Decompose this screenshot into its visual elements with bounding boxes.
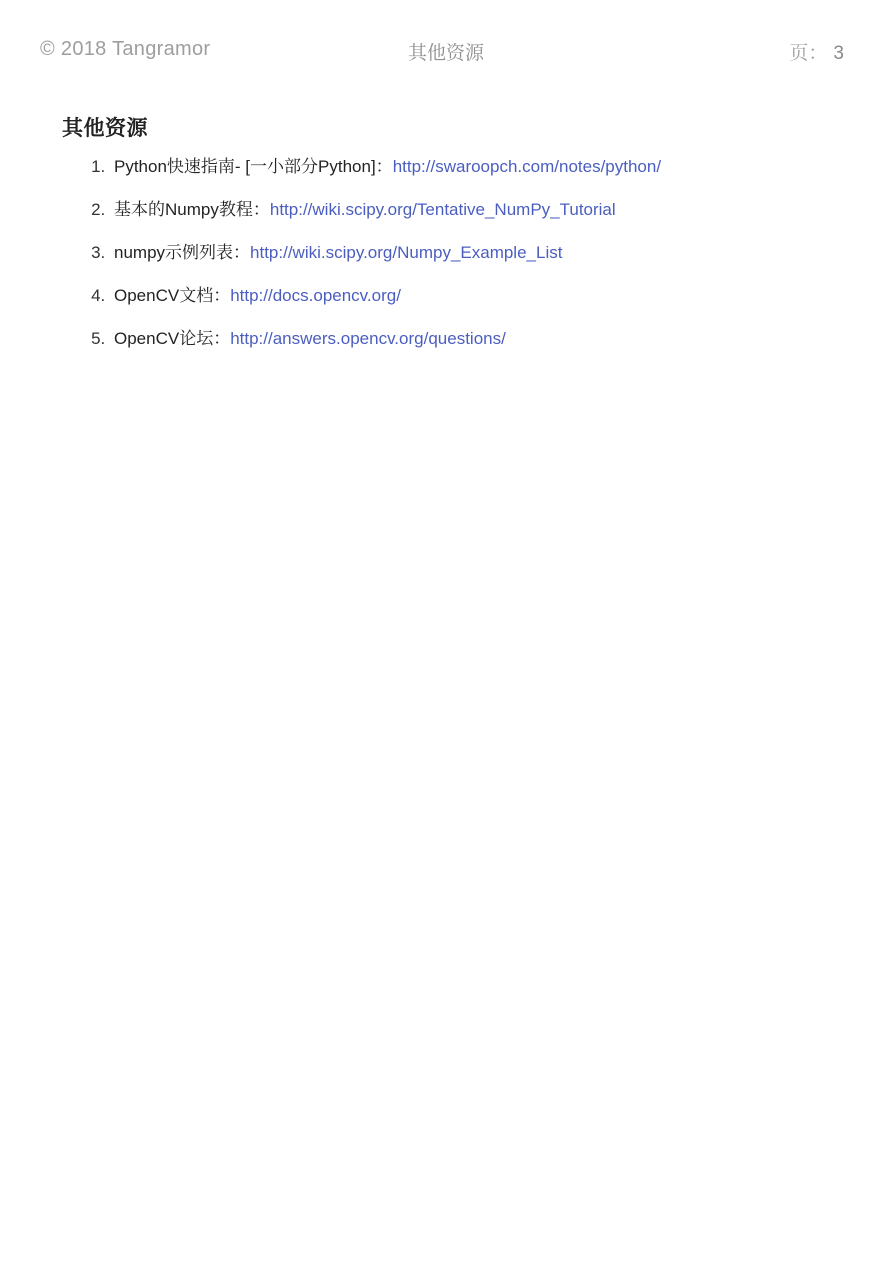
list-item-label: Python快速指南- [一小部分Python]： (114, 157, 393, 176)
list-item (110, 242, 852, 265)
list-item (110, 328, 852, 351)
list-item-label: OpenCV文档： (114, 285, 231, 305)
list-item-label: 基本的Numpy教程： (114, 199, 270, 219)
page-indicator (789, 38, 844, 65)
copyright-text: © 2018 Tangramor (40, 38, 211, 60)
resource-link[interactable]: http://answers.opencv.org/questions/ (230, 328, 506, 348)
header-title: 其他资源 (407, 43, 484, 64)
list-item-label: OpenCV论坛： (114, 328, 231, 348)
list-item (110, 285, 852, 308)
page-title: 其他资源 (62, 117, 148, 140)
list-item-label: numpy示例列表： (114, 242, 251, 262)
resource-list (62, 156, 852, 351)
list-item (110, 156, 852, 179)
resource-link[interactable]: http://docs.opencv.org/ (230, 285, 401, 305)
main-content (62, 112, 852, 371)
page-label: 页： (789, 43, 828, 64)
list-item (110, 199, 852, 222)
resource-link[interactable]: http://swaroopch.com/notes/python/ (392, 157, 662, 176)
page-number: 3 (833, 43, 844, 64)
resource-link[interactable]: http://wiki.scipy.org/Tentative_NumPy_Tutorial (269, 199, 616, 219)
page-header (0, 38, 892, 70)
resource-link[interactable]: http://wiki.scipy.org/Numpy_Example_List (250, 242, 563, 262)
